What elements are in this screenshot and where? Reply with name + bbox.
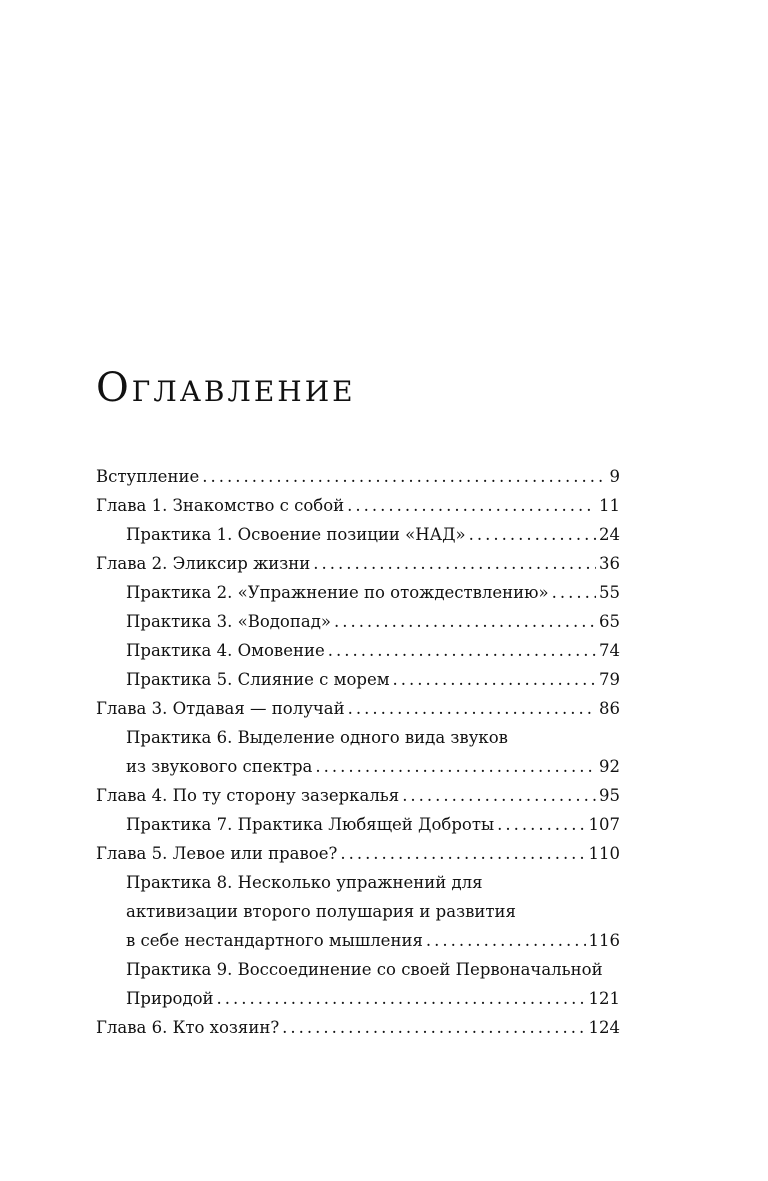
toc-entry-page: 121 <box>588 989 620 1008</box>
toc-entry-label: Практика 4. Омовение <box>126 641 325 660</box>
toc-leader-dots <box>426 926 586 955</box>
toc-entry <box>96 984 620 1013</box>
toc-entry <box>96 491 620 520</box>
toc-leader-dots <box>315 752 596 781</box>
toc-entry <box>96 781 620 810</box>
toc-entry <box>96 810 620 839</box>
toc-entry <box>96 897 620 926</box>
toc-entry <box>96 955 620 984</box>
toc-leader-dots <box>202 462 606 491</box>
toc-entry <box>96 665 620 694</box>
toc-entry-label: из звукового спектра <box>126 757 313 776</box>
toc-leader-dots <box>217 984 586 1013</box>
toc-list <box>96 462 620 1042</box>
toc-entry-label: Практика 7. Практика Любящей Доброты <box>126 815 495 834</box>
toc-entry-page: 107 <box>588 815 620 834</box>
toc-entry-label: Глава 3. Отдавая — получай <box>96 699 345 718</box>
toc-entry <box>96 520 620 549</box>
toc-leader-dots <box>469 520 596 549</box>
toc-entry-label: Практика 5. Слияние с морем <box>126 670 390 689</box>
toc-leader-dots <box>393 665 596 694</box>
toc-entry-page: 95 <box>599 786 620 805</box>
toc-entry-page: 86 <box>599 699 620 718</box>
toc-entry-page: 65 <box>599 612 620 631</box>
toc-entry-label: Практика 9. Воссоединение со своей Первоначальной <box>126 960 603 979</box>
toc-entry-label: Практика 2. «Упражнение по отождествлению» <box>126 583 549 602</box>
toc-leader-dots <box>328 636 596 665</box>
toc-entry-label: Практика 3. «Водопад» <box>126 612 331 631</box>
toc-entry-label: активизации второго полушария и развития <box>126 902 516 921</box>
toc-entry <box>96 549 620 578</box>
toc-entry <box>96 1013 620 1042</box>
toc-entry-page: 74 <box>599 641 620 660</box>
toc-entry <box>96 694 620 723</box>
toc-entry-page: 79 <box>599 670 620 689</box>
toc-entry-label: Практика 6. Выделение одного вида звуков <box>126 728 508 747</box>
toc-leader-dots <box>313 549 596 578</box>
toc-entry-page: 9 <box>609 467 620 486</box>
toc-entry-page: 36 <box>599 554 620 573</box>
toc-entry <box>96 926 620 955</box>
toc-entry-label: Глава 5. Левое или правое? <box>96 844 338 863</box>
toc-entry-label: Практика 1. Освоение позиции «НАД» <box>126 525 466 544</box>
toc-entry <box>96 723 620 752</box>
toc-entry-page: 11 <box>599 496 620 515</box>
toc-entry-label: Вступление <box>96 467 200 486</box>
toc-entry <box>96 752 620 781</box>
toc-entry-label: Глава 4. По ту сторону зазеркалья <box>96 786 400 805</box>
toc-entry-label: Природой <box>126 989 214 1008</box>
toc-leader-dots <box>497 810 585 839</box>
toc-entry <box>96 636 620 665</box>
toc-entry-page: 24 <box>599 525 620 544</box>
toc-entry-page: 116 <box>588 931 620 950</box>
toc-leader-dots <box>552 578 596 607</box>
toc-leader-dots <box>282 1013 585 1042</box>
toc-entry-label: Глава 2. Эликсир жизни <box>96 554 311 573</box>
toc-entry <box>96 868 620 897</box>
toc-entry <box>96 607 620 636</box>
toc-entry-label: Глава 1. Знакомство с собой <box>96 496 345 515</box>
toc-leader-dots <box>340 839 585 868</box>
toc-entry-page: 124 <box>588 1018 620 1037</box>
toc-entry-label: в себе нестандартного мышления <box>126 931 423 950</box>
toc-entry-page: 110 <box>588 844 620 863</box>
toc-entry-label: Практика 8. Несколько упражнений для <box>126 873 483 892</box>
toc-leader-dots <box>334 607 596 636</box>
toc-entry <box>96 578 620 607</box>
toc-entry <box>96 462 620 491</box>
toc-leader-dots <box>347 491 596 520</box>
toc-title: Оглавление <box>96 365 356 411</box>
toc-entry-page: 55 <box>599 583 620 602</box>
toc-leader-dots <box>402 781 596 810</box>
toc-entry-page: 92 <box>599 757 620 776</box>
toc-entry-label: Глава 6. Кто хозяин? <box>96 1018 280 1037</box>
toc-entry <box>96 839 620 868</box>
toc-leader-dots <box>348 694 596 723</box>
